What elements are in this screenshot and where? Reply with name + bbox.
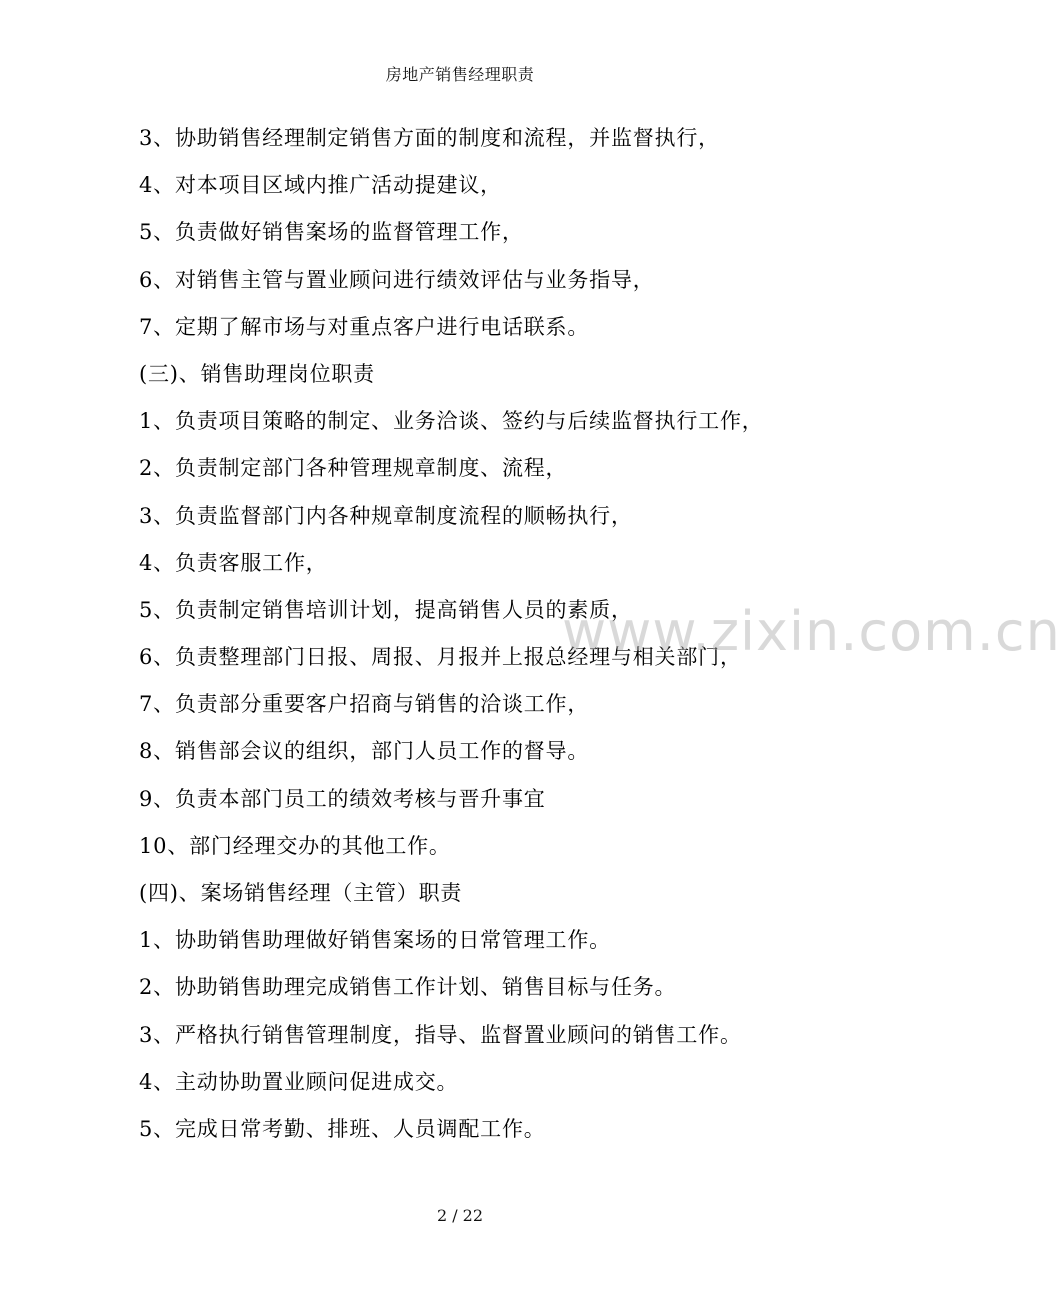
body-line: 5、负责制定销售培训计划，提高销售人员的素质， (139, 597, 633, 622)
watermark: www.zixin.com.cn (562, 600, 1061, 663)
body-line: 5、完成日常考勤、排班、人员调配工作。 (139, 1116, 546, 1141)
section-heading: (四)、案场销售经理（主管）职责 (139, 881, 463, 905)
body-line: 5、负责做好销售案场的监督管理工作， (139, 220, 524, 245)
body-line: 7、定期了解市场与对重点客户进行电话联系。 (139, 314, 590, 339)
page-number: 2 / 22 (436, 1206, 484, 1225)
body-line: 4、负责客服工作， (139, 550, 328, 575)
body-line: 4、对本项目区域内推广活动提建议， (139, 173, 502, 198)
section-heading: (三)、销售助理岗位职责 (139, 361, 375, 386)
body-line: 10、部门经理交办的其他工作。 (139, 833, 451, 858)
body-line: 6、对销售主管与置业顾问进行绩效评估与业务指导， (139, 267, 655, 292)
body-line: 2、协助销售助理完成销售工作计划、销售目标与任务。 (139, 975, 677, 1000)
body-line: 9、负责本部门员工的绩效考核与晋升事宜 (139, 786, 546, 811)
body-line: 1、负责项目策略的制定、业务洽谈、签约与后续监督执行工作， (139, 409, 764, 434)
body-line: 4、主动协助置业顾问促进成交。 (139, 1069, 459, 1094)
body-line: 3、严格执行销售管理制度，指导、监督置业顾问的销售工作。 (139, 1022, 742, 1047)
body-line: 8、销售部会议的组织，部门人员工作的督导。 (139, 739, 590, 764)
page-header-title: 房地产销售经理职责 (385, 65, 535, 84)
body-line: 3、负责监督部门内各种规章制度流程的顺畅执行， (139, 503, 633, 528)
body-line: 1、协助销售助理做好销售案场的日常管理工作。 (139, 928, 611, 953)
body-line: 3、协助销售经理制定销售方面的制度和流程，并监督执行， (139, 126, 720, 150)
body-line: 2、负责制定部门各种管理规章制度、流程， (139, 456, 568, 481)
body-line: 6、负责整理部门日报、周报、月报并上报总经理与相关部门， (139, 645, 742, 670)
body-line: 7、负责部分重要客户招商与销售的洽谈工作， (139, 692, 590, 717)
